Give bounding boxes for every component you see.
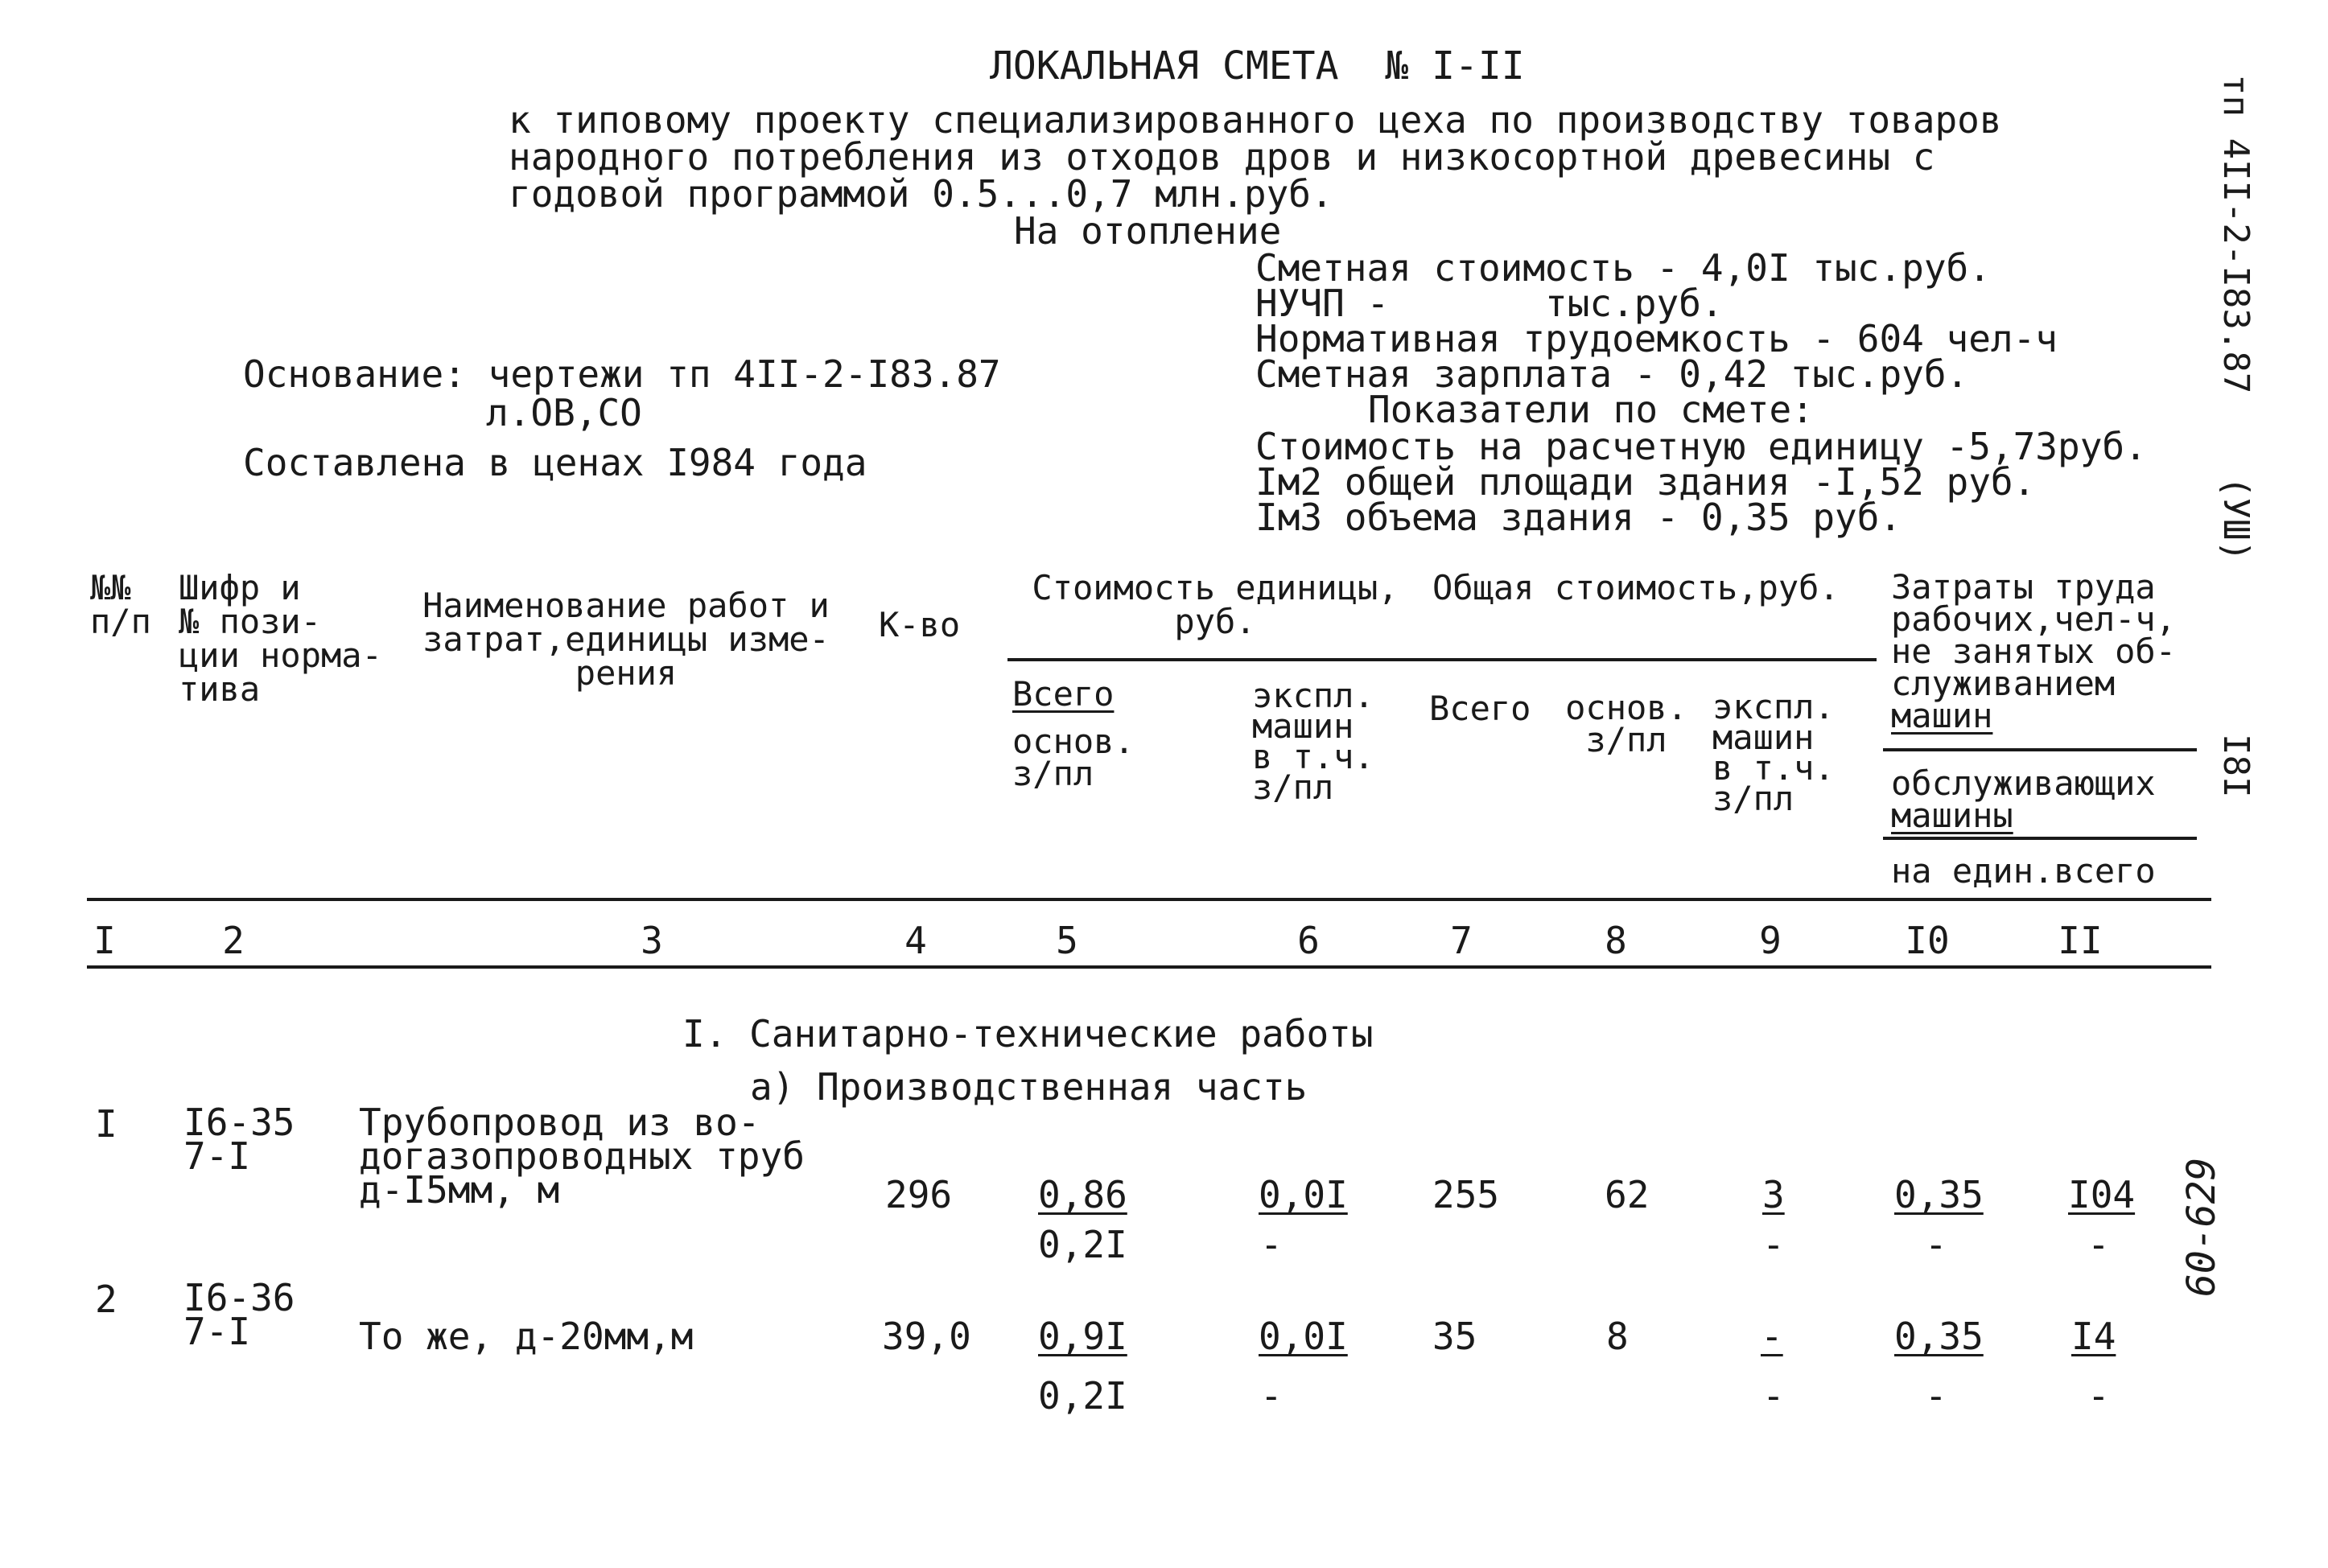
row-quantity: 296 (885, 1173, 953, 1216)
header-col-8: основ. з/пл (1565, 688, 1687, 759)
summary-per-unit: Стоимость на расчетную единицу -5,73руб. (1255, 425, 2147, 468)
column-number-rule (87, 965, 2211, 969)
row-unit-machine-wage: - (1260, 1223, 1283, 1266)
row-unit-machine: 0,0I (1259, 1315, 1348, 1358)
header-labor-2: обслуживающих машины (1891, 763, 2156, 835)
header-total-cost: Общая стоимость,руб. (1432, 568, 1840, 607)
labor-divider-1 (1883, 748, 2197, 751)
column-number: 5 (1056, 919, 1078, 962)
column-number: 6 (1297, 919, 1320, 962)
basis-line-2: л.ОВ,СО (486, 391, 642, 434)
row-labor-unit-2: - (1925, 1223, 1947, 1266)
column-number: 2 (222, 919, 245, 962)
row-labor-unit-2: - (1925, 1374, 1947, 1418)
subtitle-line-2: народного потребления из отходов дров и низкосортной древесины с (509, 135, 1935, 179)
column-number: 8 (1605, 919, 1627, 962)
column-number: 3 (641, 919, 663, 962)
row-labor-unit: 0,35 (1894, 1315, 1984, 1358)
row-unit-machine-wage: - (1260, 1374, 1283, 1418)
heating-label: На отопление (1014, 209, 1282, 253)
row-labor-total: I4 (2071, 1315, 2116, 1358)
side-stamp: 60-629 (2179, 1157, 2224, 1297)
header-unit-cost: Стоимость единицы, руб. (1032, 568, 1399, 641)
column-number: 9 (1759, 919, 1782, 962)
summary-salary: Сметная зарплата - 0,42 тыс.руб. (1255, 352, 1969, 396)
row-unit-machine: 0,0I (1259, 1173, 1348, 1216)
header-col-5b: основ. з/пл (1012, 722, 1135, 793)
row-labor-total-2: - (2087, 1374, 2110, 1418)
labor-divider-2 (1883, 837, 2197, 840)
header-divider (1007, 658, 1877, 661)
subsection-title: а) Производственная часть (750, 1065, 1308, 1109)
row-name: Трубопровод из во- догазопроводных труб д-I5мм, м (359, 1101, 805, 1212)
row-total-machine-wage: - (1762, 1374, 1785, 1418)
row-code: I6-35 7-I (183, 1101, 295, 1178)
row-labor-unit: 0,35 (1894, 1173, 1984, 1216)
side-project-code: тп 4II-2-I83.87 (2215, 74, 2256, 394)
column-number: I0 (1905, 919, 1950, 962)
side-page-number: I8I (2215, 734, 2256, 798)
header-labor-units: на един.всего (1891, 851, 2156, 891)
column-number: II (2058, 919, 2103, 962)
header-col-5a: Всего (1012, 674, 1115, 714)
subtitle-line-3: годовой программой 0.5...0,7 млн.руб. (509, 172, 1333, 216)
summary-cost: Сметная стоимость - 4,0I тыс.руб. (1255, 246, 1991, 290)
row-unit-wage: 0,2I (1038, 1223, 1127, 1266)
row-total-machine: - (1761, 1315, 1783, 1358)
summary-per-m2: Iм2 общей площади здания -I,52 руб. (1255, 460, 2036, 504)
row-number: 2 (95, 1278, 117, 1321)
prices-note: Составлена в ценах I984 года (243, 441, 867, 484)
row-total-wage: 62 (1605, 1173, 1650, 1216)
header-labor: Затраты труда рабочих,чел-ч, не занятых об- служиванием машин (1891, 567, 2177, 735)
row-unit-total: 0,86 (1038, 1173, 1127, 1216)
row-code: I6-36 7-I (183, 1276, 295, 1353)
row-quantity: 39,0 (882, 1315, 971, 1358)
row-labor-total: I04 (2068, 1173, 2136, 1216)
row-total-machine: 3 (1762, 1173, 1785, 1216)
summary-indicators-title: Показатели по смете: (1368, 388, 1814, 431)
summary-nuchp: НУЧП - тыс.руб. (1255, 282, 1724, 325)
header-col-6: экспл. машин в т.ч. з/пл (1252, 676, 1374, 807)
row-total-machine-wage: - (1762, 1223, 1785, 1266)
row-total-wage: 8 (1606, 1315, 1629, 1358)
column-number: I (93, 919, 116, 962)
section-title: I. Санитарно-технические работы (682, 1012, 1374, 1056)
header-col-9: экспл. машин в т.ч. з/пл (1712, 687, 1835, 818)
header-col-1: №№ п/п (90, 568, 151, 641)
header-col-4: К-во (879, 605, 961, 644)
row-total: 255 (1432, 1173, 1500, 1216)
header-bottom-rule (87, 898, 2211, 901)
subtitle-line-1: к типовому проекту специализированного цеха по производству товаров (509, 98, 2002, 142)
header-col-7: Всего (1429, 689, 1531, 728)
column-number: 7 (1450, 919, 1473, 962)
header-col-2: Шифр и № пози- ции норма- тива (179, 568, 382, 709)
column-number: 4 (904, 919, 927, 962)
side-album: (УШ) (2215, 476, 2256, 562)
row-unit-total: 0,9I (1038, 1315, 1127, 1358)
summary-per-m3: Iм3 объема здания - 0,35 руб. (1255, 496, 1902, 539)
basis-line-1: Основание: чертежи тп 4II-2-I83.87 (243, 352, 1001, 396)
row-total: 35 (1432, 1315, 1477, 1358)
document-title: ЛОКАЛЬНАЯ СМЕТА № I-II (990, 43, 1525, 88)
row-number: I (95, 1102, 117, 1146)
row-unit-wage: 0,2I (1038, 1374, 1127, 1418)
summary-labor: Нормативная трудоемкость - 604 чел-ч (1255, 317, 2058, 360)
header-col-3: Наименование работ и затрат,единицы изме- рения (422, 586, 830, 693)
row-labor-total-2: - (2087, 1223, 2110, 1266)
row-name: То же, д-20мм,м (359, 1315, 694, 1358)
